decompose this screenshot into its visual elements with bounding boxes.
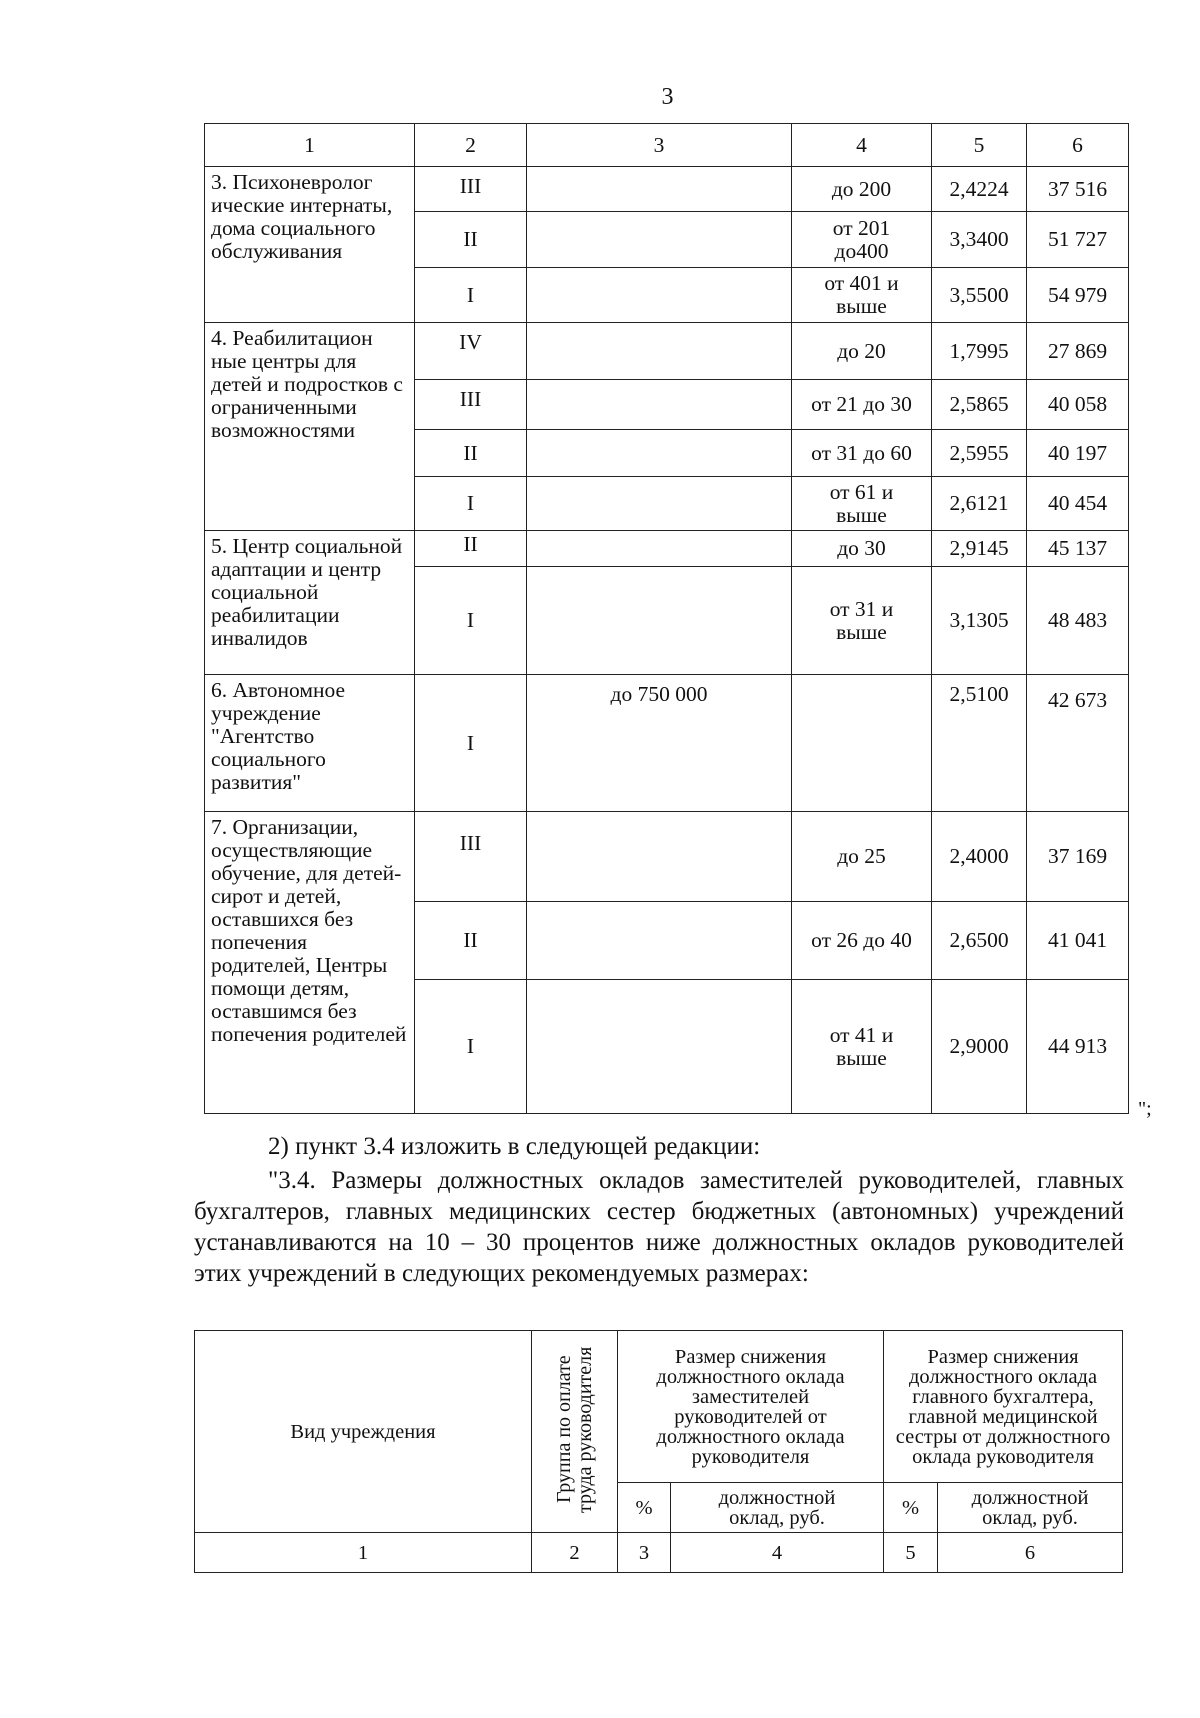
coefficient-cell: 3,3400	[932, 212, 1027, 268]
column-number: 2	[415, 124, 527, 167]
column-number: 4	[792, 124, 932, 167]
coefficient-cell: 2,5865	[932, 380, 1027, 430]
range-cell: от 201 до400	[792, 212, 932, 268]
column-number-row	[195, 1533, 1123, 1573]
threshold-cell	[527, 430, 792, 477]
coefficient-cell: 2,4224	[932, 167, 1027, 212]
group-cell: I	[415, 980, 527, 1114]
threshold-cell: до 750 000	[527, 675, 792, 812]
amendment-paragraph: 2) пункт 3.4 изложить в следующей редакции:	[268, 1133, 761, 1160]
table-header-row	[195, 1331, 1123, 1483]
salary-cell: 51 727	[1027, 212, 1129, 268]
table-row	[205, 167, 1129, 212]
threshold-cell	[527, 477, 792, 531]
percent-header: %	[884, 1483, 938, 1533]
range-cell: до 20	[792, 323, 932, 380]
coefficient-cell: 1,7995	[932, 323, 1027, 380]
column-number: 5	[884, 1533, 938, 1573]
institution-type: 5. Центр социальной адаптации и центр социальной реабилитации инвалидов	[205, 531, 415, 675]
percent-header: %	[618, 1483, 671, 1533]
table-row	[205, 675, 1129, 812]
coefficient-cell: 2,5955	[932, 430, 1027, 477]
salary-cell: 27 869	[1027, 323, 1129, 380]
table-row	[205, 812, 1129, 902]
clause-text: "3.4. Размеры должностных окладов заместителей руководителей, главных бухгалтеров, главных медицинских сестер бюджетных (автономных) учреждений устанавливаются на 10 – 30 процентов ниже должностных окладов руководителей этих учреждений в следующих рекомендуемых размерах:	[194, 1167, 1124, 1287]
threshold-cell	[527, 531, 792, 567]
coefficient-cell: 2,9145	[932, 531, 1027, 567]
range-cell: от 61 и выше	[792, 477, 932, 531]
institution-type: 6. Автономное учреждение "Агентство социального развития"	[205, 675, 415, 812]
group-cell: III	[415, 380, 527, 430]
group-cell: II	[415, 430, 527, 477]
range-cell: от 21 до 30	[792, 380, 932, 430]
coefficient-cell: 2,5100	[932, 675, 1027, 812]
threshold-cell	[527, 902, 792, 980]
table-header-row	[205, 124, 1129, 167]
coefficient-cell: 2,9000	[932, 980, 1027, 1114]
range-cell: до 200	[792, 167, 932, 212]
group-cell: II	[415, 902, 527, 980]
salary-header: должностной оклад, руб.	[938, 1483, 1123, 1533]
range-cell: от 26 до 40	[792, 902, 932, 980]
coefficient-cell: 3,5500	[932, 268, 1027, 323]
threshold-cell	[527, 212, 792, 268]
threshold-cell	[527, 268, 792, 323]
salary-header: должностной оклад, руб.	[671, 1483, 884, 1533]
group-cell: IV	[415, 323, 527, 380]
salary-cell: 40 058	[1027, 380, 1129, 430]
coefficient-cell: 2,6500	[932, 902, 1027, 980]
range-cell: до 25	[792, 812, 932, 902]
group-cell: I	[415, 268, 527, 323]
salary-cell: 37 169	[1027, 812, 1129, 902]
salary-cell: 45 137	[1027, 531, 1129, 567]
salary-cell: 48 483	[1027, 567, 1129, 675]
group-cell: III	[415, 812, 527, 902]
salary-cell: 41 041	[1027, 902, 1129, 980]
coefficient-cell: 3,1305	[932, 567, 1027, 675]
salary-coefficient-table	[204, 123, 1129, 1114]
column-number: 6	[938, 1533, 1123, 1573]
threshold-cell	[527, 323, 792, 380]
group-cell: I	[415, 567, 527, 675]
group-cell: I	[415, 477, 527, 531]
salary-cell: 54 979	[1027, 268, 1129, 323]
institution-type: 4. Реабилитацион ные центры для детей и подростков с ограниченными возможностями	[205, 323, 415, 531]
column-header-deputy-reduction: Размер снижения должностного оклада заместителей руководителей от должностного оклада руководителя	[618, 1331, 884, 1483]
column-header-group	[532, 1331, 618, 1533]
closing-quote: ";	[1138, 1098, 1152, 1120]
threshold-cell	[527, 567, 792, 675]
group-cell: III	[415, 167, 527, 212]
range-cell	[792, 675, 932, 812]
page-number: 3	[661, 84, 674, 110]
group-cell: I	[415, 675, 527, 812]
column-header-institution-type: Вид учреждения	[195, 1331, 532, 1533]
column-number: 6	[1027, 124, 1129, 167]
column-number: 1	[205, 124, 415, 167]
salary-cell: 40 454	[1027, 477, 1129, 531]
column-number: 3	[527, 124, 792, 167]
range-cell: от 31 и выше	[792, 567, 932, 675]
table-row	[205, 323, 1129, 380]
salary-cell: 42 673	[1027, 675, 1129, 812]
institution-type: 7. Организации, осуществляющие обучение, для детей-сирот и детей, оставшихся без попечения родителей, Центры помощи детям, оставшимся без попечения родителей	[205, 812, 415, 1114]
threshold-cell	[527, 380, 792, 430]
column-number: 2	[532, 1533, 618, 1573]
column-header-accountant-reduction: Размер снижения должностного оклада главного бухгалтера, главной медицинской сестры от должностного оклада руководителя	[884, 1331, 1123, 1483]
salary-cell: 37 516	[1027, 167, 1129, 212]
coefficient-cell: 2,4000	[932, 812, 1027, 902]
threshold-cell	[527, 980, 792, 1114]
institution-type: 3. Психоневролог ические интернаты, дома социального обслуживания	[205, 167, 415, 323]
threshold-cell	[527, 812, 792, 902]
column-header-group-label: Группа по оплате труда руководителя	[552, 1346, 596, 1513]
column-number: 4	[671, 1533, 884, 1573]
range-cell: от 41 и выше	[792, 980, 932, 1114]
salary-cell: 40 197	[1027, 430, 1129, 477]
range-cell: от 31 до 60	[792, 430, 932, 477]
column-number: 3	[618, 1533, 671, 1573]
deputy-salary-table	[194, 1330, 1123, 1573]
threshold-cell	[527, 167, 792, 212]
group-cell: II	[415, 531, 527, 567]
column-number: 5	[932, 124, 1027, 167]
group-cell: II	[415, 212, 527, 268]
range-cell: от 401 и выше	[792, 268, 932, 323]
table-row	[205, 531, 1129, 567]
column-number: 1	[195, 1533, 532, 1573]
range-cell: до 30	[792, 531, 932, 567]
coefficient-cell: 2,6121	[932, 477, 1027, 531]
salary-cell: 44 913	[1027, 980, 1129, 1114]
